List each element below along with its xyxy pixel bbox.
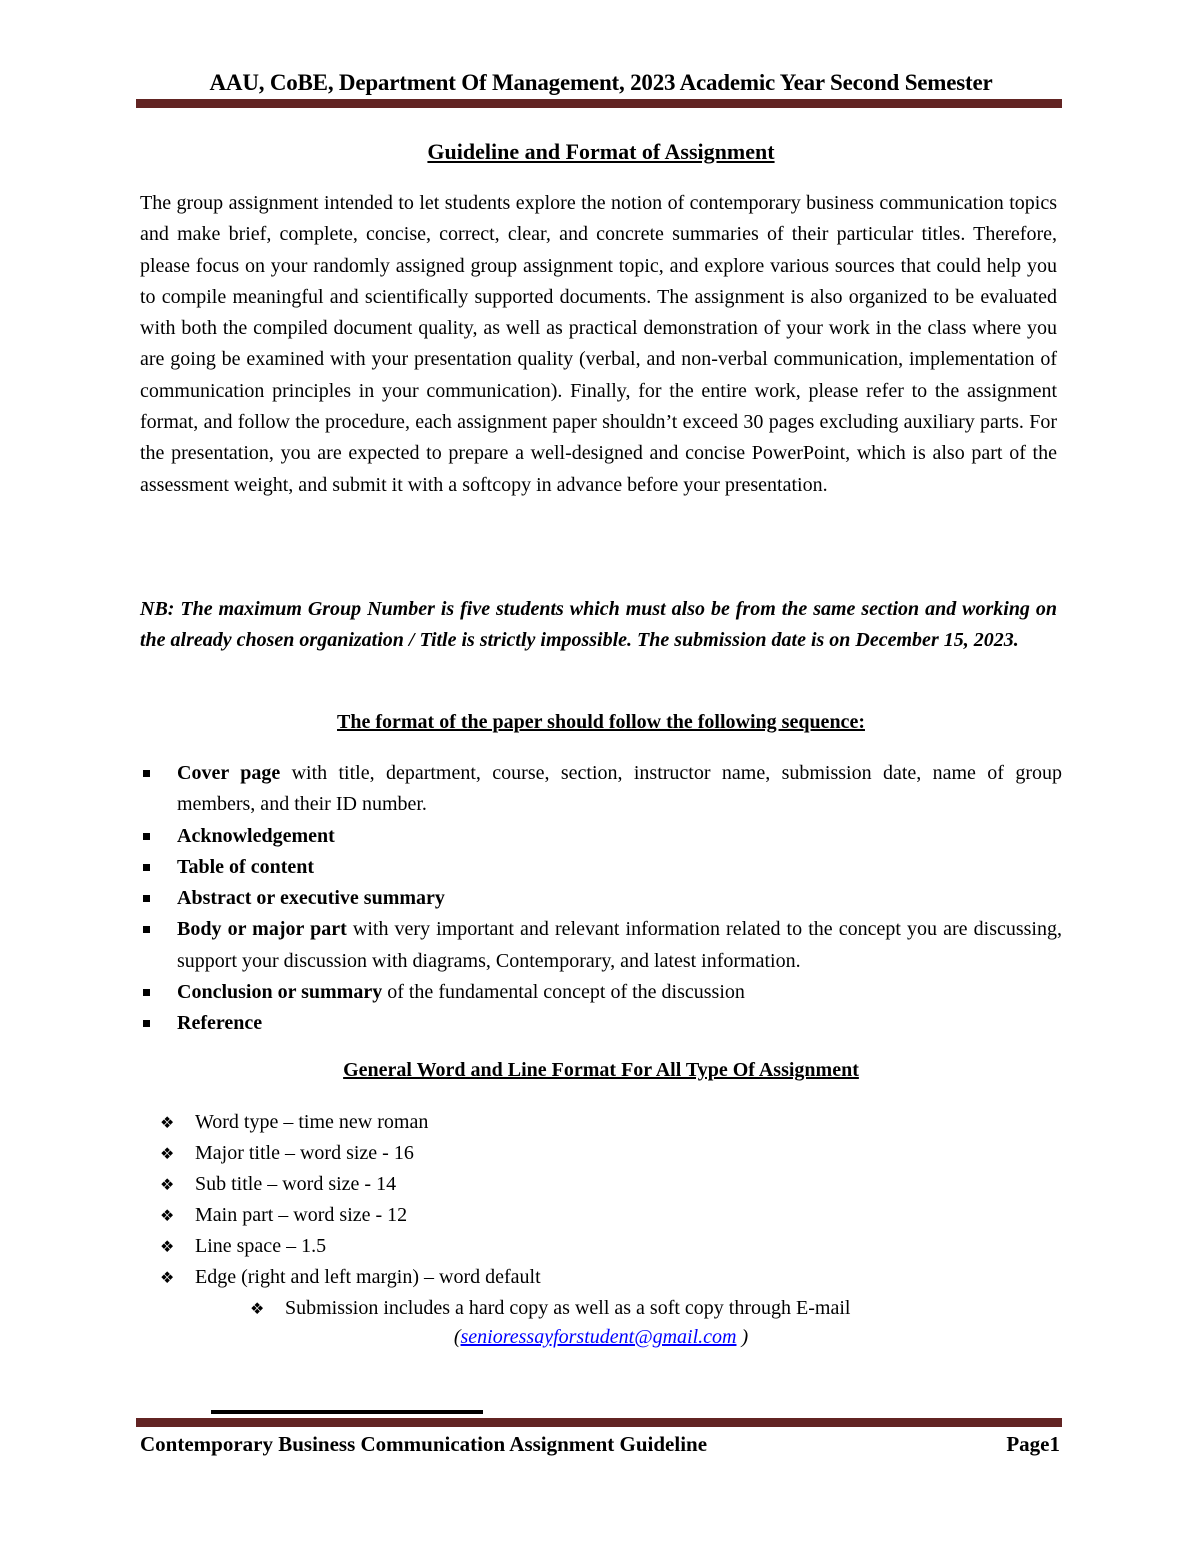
diamond-bullet-icon: ❖ [160, 1206, 175, 1225]
footer-rule [136, 1418, 1062, 1427]
item-text: of the fundamental concept of the discussion [382, 981, 745, 1004]
square-bullet-icon [143, 833, 150, 840]
list-item [140, 758, 1062, 821]
list-item [140, 883, 1062, 914]
page-number: Page1 [1006, 1432, 1060, 1456]
list-item [160, 1262, 541, 1293]
item-text: Main part – word size - 12 [195, 1204, 408, 1226]
item-text: Word type – time new roman [195, 1111, 429, 1133]
paren-close: ) [736, 1326, 749, 1348]
item-text: Sub title – word size - 14 [195, 1173, 397, 1195]
diamond-bullet-icon: ❖ [160, 1144, 175, 1163]
item-text: Line space – 1.5 [195, 1235, 327, 1257]
item-text: Edge (right and left margin) – word default [195, 1266, 541, 1288]
diamond-bullet-icon: ❖ [160, 1237, 175, 1256]
list-item [140, 914, 1062, 977]
diamond-bullet-icon: ❖ [160, 1175, 175, 1194]
item-label: Reference [177, 1012, 263, 1035]
list-item [160, 1169, 541, 1200]
list-item [140, 977, 1062, 1008]
item-label: Body or major part [177, 918, 347, 941]
item-label: Conclusion or summary [177, 981, 383, 1004]
list-item [140, 1008, 1062, 1039]
diamond-bullet-icon: ❖ [250, 1299, 265, 1318]
square-bullet-icon [143, 989, 150, 996]
item-label: Table of content [177, 855, 315, 878]
running-footer-title: Contemporary Business Communication Assignment Guideline [140, 1432, 708, 1456]
square-bullet-icon [143, 1020, 150, 1027]
square-bullet-icon [143, 770, 150, 777]
item-label: Cover page [177, 762, 281, 784]
format-heading: General Word and Line Format For All Type Of Assignment [343, 1059, 859, 1081]
list-item [160, 1138, 541, 1169]
list-item [160, 1231, 541, 1262]
diamond-bullet-icon: ❖ [160, 1113, 175, 1132]
submission-note [250, 1293, 850, 1324]
list-item [160, 1107, 541, 1138]
list-item [140, 821, 1062, 852]
item-label: Acknowledgement [177, 824, 335, 847]
square-bullet-icon [143, 895, 150, 902]
list-item [140, 852, 1062, 883]
header-rule [136, 99, 1062, 108]
email-link[interactable]: senioressayforstudent@gmail.com [460, 1326, 737, 1348]
document-title: Guideline and Format of Assignment [427, 139, 775, 164]
submission-text: Submission includes a hard copy as well as a soft copy through E-mail [285, 1297, 851, 1319]
paren-open: ( [453, 1326, 461, 1348]
item-text: with very important and relevant information related to the concept you are discussing, support your discussion with diagrams, Contemporary, and latest information. [177, 918, 1062, 972]
format-list [160, 1107, 541, 1293]
square-bullet-icon [143, 864, 150, 871]
intro-paragraph: The group assignment intended to let students explore the notion of contemporary business communication topics and make brief, complete, concise, correct, clear, and concrete summaries of their particular titles. Therefore, please focus on your randomly assigned group assignment topic, and explore various sources that could help you to compile meaningful and scientifically supported documents. The assignment is also organized to be evaluated with both the compiled document quality, as well as practical demonstration of your work in the class where you are going be examined with your presentation quality (verbal, and non-verbal communication, implementation of communication principles in your communication). Finally, for the entire work, please refer to the assignment format, and follow the procedure, each assignment paper shouldn’t exceed 30 pages excluding auxiliary parts. For the presentation, you are expected to prepare a well-designed and concise PowerPoint, which is also part of the assessment weight, and submit it with a softcopy in advance before your presentation. [140, 192, 1057, 496]
sequence-heading: The format of the paper should follow the following sequence: [337, 711, 865, 733]
square-bullet-icon [143, 926, 150, 933]
footnote-separator [211, 1410, 483, 1414]
item-text: with title, department, course, section, instructor name, submission date, name of group members, and their ID number. [177, 762, 1062, 816]
running-header: AAU, CoBE, Department Of Management, 2023 Academic Year Second Semester [209, 70, 993, 95]
email-line [140, 1326, 1062, 1349]
item-text: Major title – word size - 16 [195, 1142, 414, 1164]
list-item [160, 1200, 541, 1231]
diamond-bullet-icon: ❖ [160, 1268, 175, 1287]
item-label: Abstract or executive summary [177, 887, 445, 910]
nb-note: NB: The maximum Group Number is five students which must also be from the same section and working on the already chosen organization / Title is strictly impossible. The submission date is on December 15, 2023. [140, 598, 1057, 652]
sequence-list [140, 758, 1062, 1040]
